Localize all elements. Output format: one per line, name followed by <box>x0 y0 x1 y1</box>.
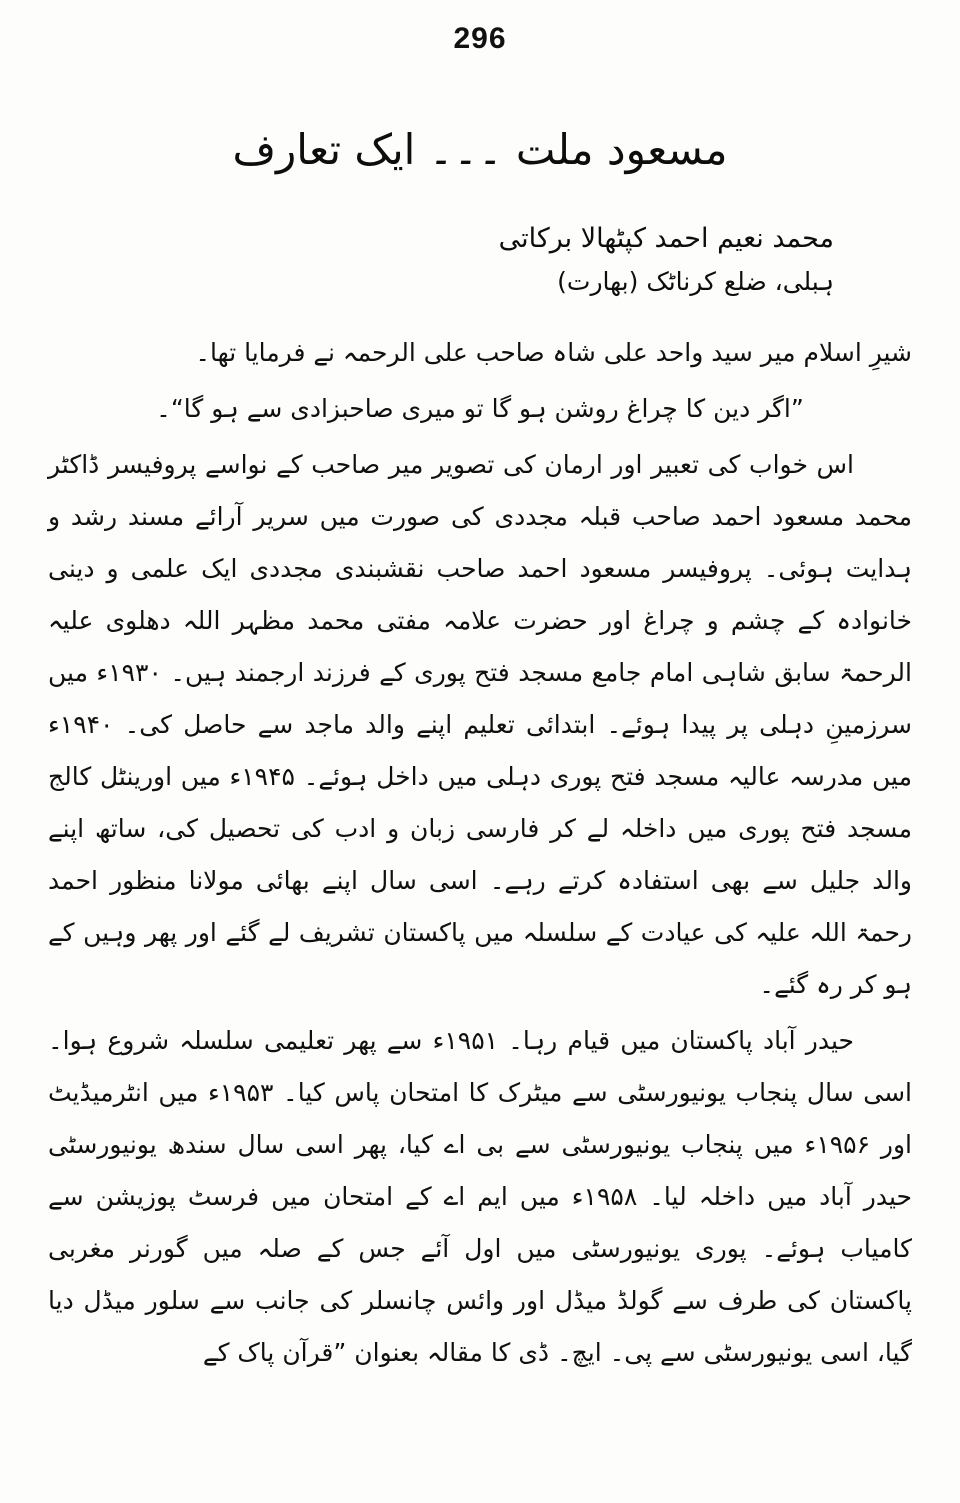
page-number: 296 <box>453 22 507 55</box>
paragraph-quote: ”اگر دین کا چراغ روشن ہو گا تو میری صاحبزادی سے ہو گا“۔ <box>156 393 804 423</box>
page-title: مسعود ملت ۔۔۔ ایک تعارف <box>232 125 728 174</box>
author-location: ہبلی، ضلع کرناٹک (بھارت) <box>557 267 834 297</box>
author-block <box>40 219 920 301</box>
article-body <box>40 327 920 1379</box>
paragraph-intro: شیرِ اسلام میر سید واحد علی شاہ صاحب علی الرحمہ نے فرمایا تھا۔ <box>195 337 912 367</box>
paragraph-education: حیدر آباد پاکستان میں قیام رہا۔ ۱۹۵۱ء سے پھر تعلیمی سلسلہ شروع ہوا۔ اسی سال پنجاب یونیورسٹی سے میٹرک کا امتحان پاس کیا۔ ۱۹۵۳ء میں انٹرمیڈیٹ اور ۱۹۵۶ء میں پنجاب یونیورسٹی سے بی اے کیا، پھر اسی سال سندھ یونیورسٹی حیدر آباد میں داخلہ لیا۔ ۱۹۵۸ء میں ایم اے کے امتحان میں فرسٹ پوزیشن سے کامیاب ہوئے۔ پوری یونیورسٹی میں اول آئے جس کے صلہ میں گورنر مغربی پاکستان کی طرف سے گولڈ میڈل اور وائس چانسلر کی جانب سے سلور میڈل دیا گیا، اسی یونیورسٹی سے پی۔ ایچ۔ ڈی کا مقالہ بعنوان ”قرآن پاک کے <box>48 1025 912 1367</box>
author-name: محمد نعیم احمد کپٹھالا برکاتی <box>498 222 834 254</box>
paragraph-biography-early: اس خواب کی تعبیر اور ارمان کی تصویر میر صاحب کے نواسے پروفیسر ڈاکٹر محمد مسعود احمد صاحب قبلہ مجددی کی صورت میں سریر آرائے مسند رشد و ہدایت ہوئی۔ پروفیسر مسعود احمد صاحب نقشبندی مجددی ایک علمی و دینی خانوادہ کے چشم و چراغ اور حضرت علامہ مفتی محمد مظہر اللہ دھلوی علیہ الرحمۃ سابق شاہی امام جامع مسجد فتح پوری کے فرزند ارجمند ہیں۔ ۱۹۳۰ء میں سرزمینِ دہلی پر پیدا ہوئے۔ ابتدائی تعلیم اپنے والد ماجد سے حاصل کی۔ ۱۹۴۰ء میں مدرسہ عالیہ مسجد فتح پوری دہلی میں داخل ہوئے۔ ۱۹۴۵ء میں اورینٹل کالج مسجد فتح پوری میں داخلہ لے کر فارسی زبان و ادب کی تحصیل کی، ساتھ اپنے والد جلیل سے بھی استفادہ کرتے رہے۔ اسی سال اپنے بھائی مولانا منظور احمد رحمۃ اللہ علیہ کی عیادت کے سلسلہ میں پاکستان تشریف لے گئے اور پھر وہیں کے ہو کر رہ گئے۔ <box>48 449 912 999</box>
